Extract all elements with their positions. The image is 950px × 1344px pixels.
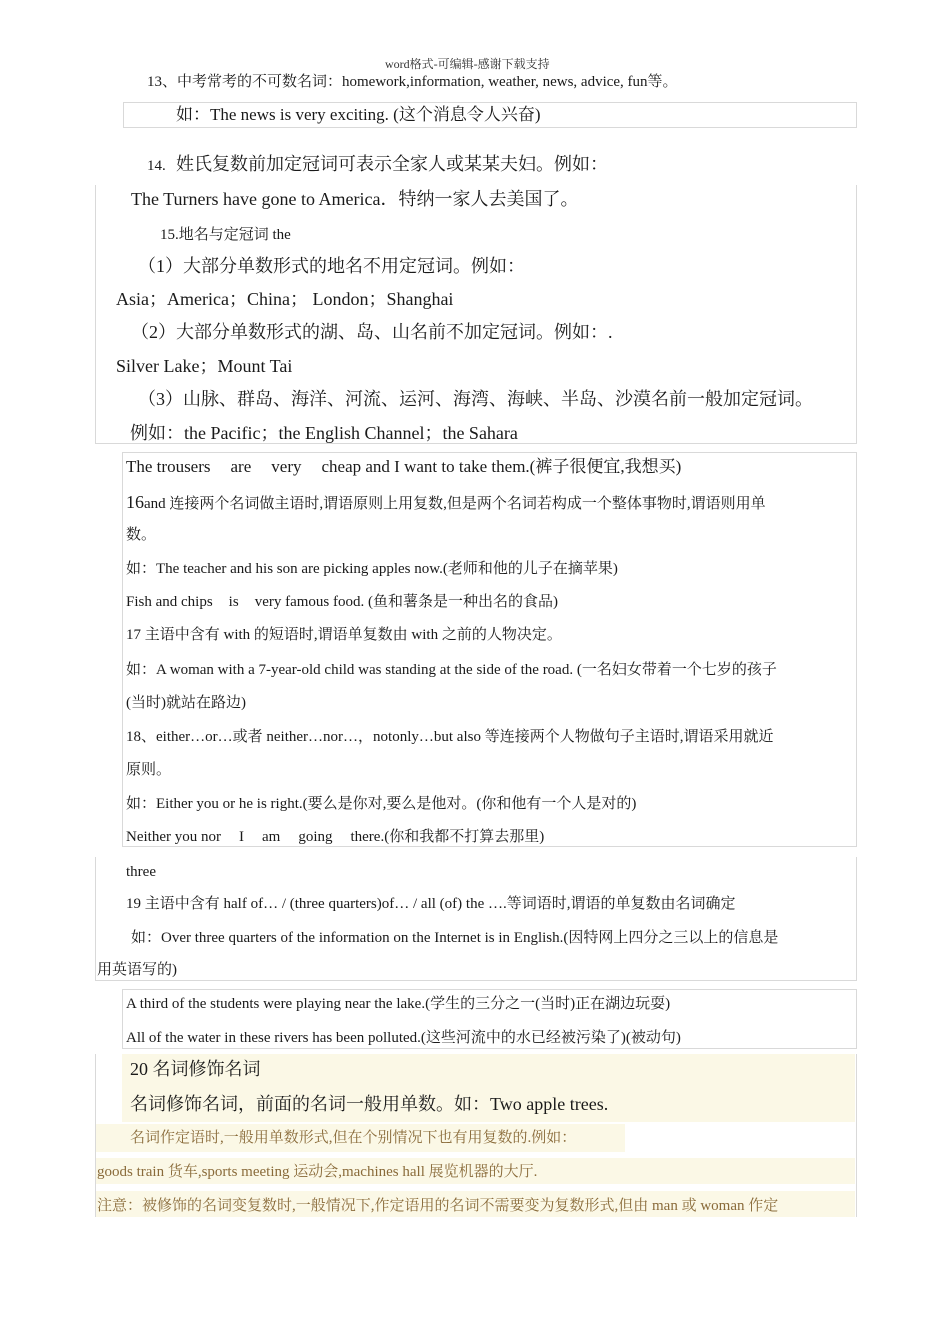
item-18-text: 18、either…or…或者 neither…nor…，notonly…but also 等连接两个人物做句子主语时,谓语采用就近 — [126, 729, 774, 745]
trousers-sentence: The trousers are very cheap and I want to take them.(裤子很便宜,我想买) — [126, 457, 682, 476]
item-16-text: 16and 连接两个名词做主语时,谓语原则上用复数,但是两个名词若构成一个整体事物时,谓语则用单 — [126, 492, 766, 512]
item-15-rule-1: （1）大部分单数形式的地名不用定冠词。例如： — [138, 256, 525, 276]
three-word: three — [126, 864, 156, 880]
item-18-example-2: Neither you nor I am going there.(你和我都不打算去那里) — [126, 829, 545, 845]
item-15-title: 15.地名与定冠词 the — [160, 227, 291, 243]
item-13-text: 13、中考常考的不可数名词：homework,information, weather, news, advice, fun等。 — [147, 74, 678, 90]
item-14-example: The Turners have gone to America．特纳一家人去美国了。 — [131, 189, 579, 209]
item-19-example-3: All of the water in these rivers has been polluted.(这些河流中的水已经被污染了)(被动句) — [126, 1030, 681, 1046]
section-19-box — [95, 857, 857, 981]
item-17-example-cont: (当时)就站在路边) — [126, 695, 246, 711]
item-19-text: 19 主语中含有 half of… / (three quarters)of… / all (of) the ….等词语时,谓语的单复数由名词确定 — [126, 896, 736, 912]
item-20-caution: 注意：被修饰的名词变复数时,一般情况下,作定语用的名词不需要变为复数形式,但由 man 或 woman 作定 — [97, 1198, 779, 1214]
item-20-examples: goods train 货车,sports meeting 运动会,machines hall 展览机器的大厅. — [97, 1164, 538, 1180]
item-20-rule: 名词修饰名词，前面的名词一般用单数。如：Two apple trees. — [130, 1094, 609, 1114]
item-18-text-cont: 原则。 — [126, 762, 172, 778]
item-14-text: 姓氏复数前加定冠词可表示全家人或某某夫妇。例如： — [176, 154, 608, 174]
item-17-text: 17 主语中含有 with 的短语时,谓语单复数由 with 之前的人物决定。 — [126, 627, 562, 643]
item-14-number: 14. — [147, 158, 166, 174]
item-20-note: 名词作定语时,一般用单数形式,但在个别情况下也有用复数的.例如： — [130, 1130, 577, 1146]
item-16-example-1: 如：The teacher and his son are picking apples now.(老师和他的儿子在摘苹果) — [126, 561, 618, 577]
item-16-example-2: Fish and chips is very famous food. (鱼和薯条是一种出名的食品) — [126, 594, 558, 610]
item-19-example-2: A third of the students were playing near the lake.(学生的三分之一(当时)正在湖边玩耍) — [126, 996, 671, 1012]
item-17-example: 如：A woman with a 7-year-old child was standing at the side of the road. (一名妇女带着一个七岁的孩子 — [126, 662, 777, 678]
item-15-rule-1-example: Asia；America；China； London；Shanghai — [116, 289, 454, 309]
item-15-rule-3: （3）山脉、群岛、海洋、河流、运河、海湾、海峡、半岛、沙漠名前一般加定冠词。 — [138, 389, 813, 409]
item-15-rule-2: （2）大部分单数形式的湖、岛、山名前不加定冠词。例如：. — [131, 322, 613, 342]
item-19-example: 如：Over three quarters of the information on the Internet is in English.(因特网上四分之三以上的信息是 — [131, 930, 779, 946]
item-20-title: 20 名词修饰名词 — [130, 1059, 261, 1079]
page-header: word格式-可编辑-感谢下载支持 — [385, 57, 550, 71]
item-15-rule-2-example: Silver Lake；Mount Tai — [116, 356, 293, 376]
item-16-text-cont: 数。 — [126, 527, 157, 543]
item-18-example-1: 如：Either you or he is right.(要么是你对,要么是他对。(你和他有一个人是对的) — [126, 796, 637, 812]
item-15-rule-3-example: 例如：the Pacific；the English Channel；the Sahara — [130, 423, 518, 443]
item-13-example: 如：The news is very exciting. (这个消息令人兴奋) — [176, 105, 541, 124]
item-19-example-cont: 用英语写的) — [97, 962, 177, 978]
